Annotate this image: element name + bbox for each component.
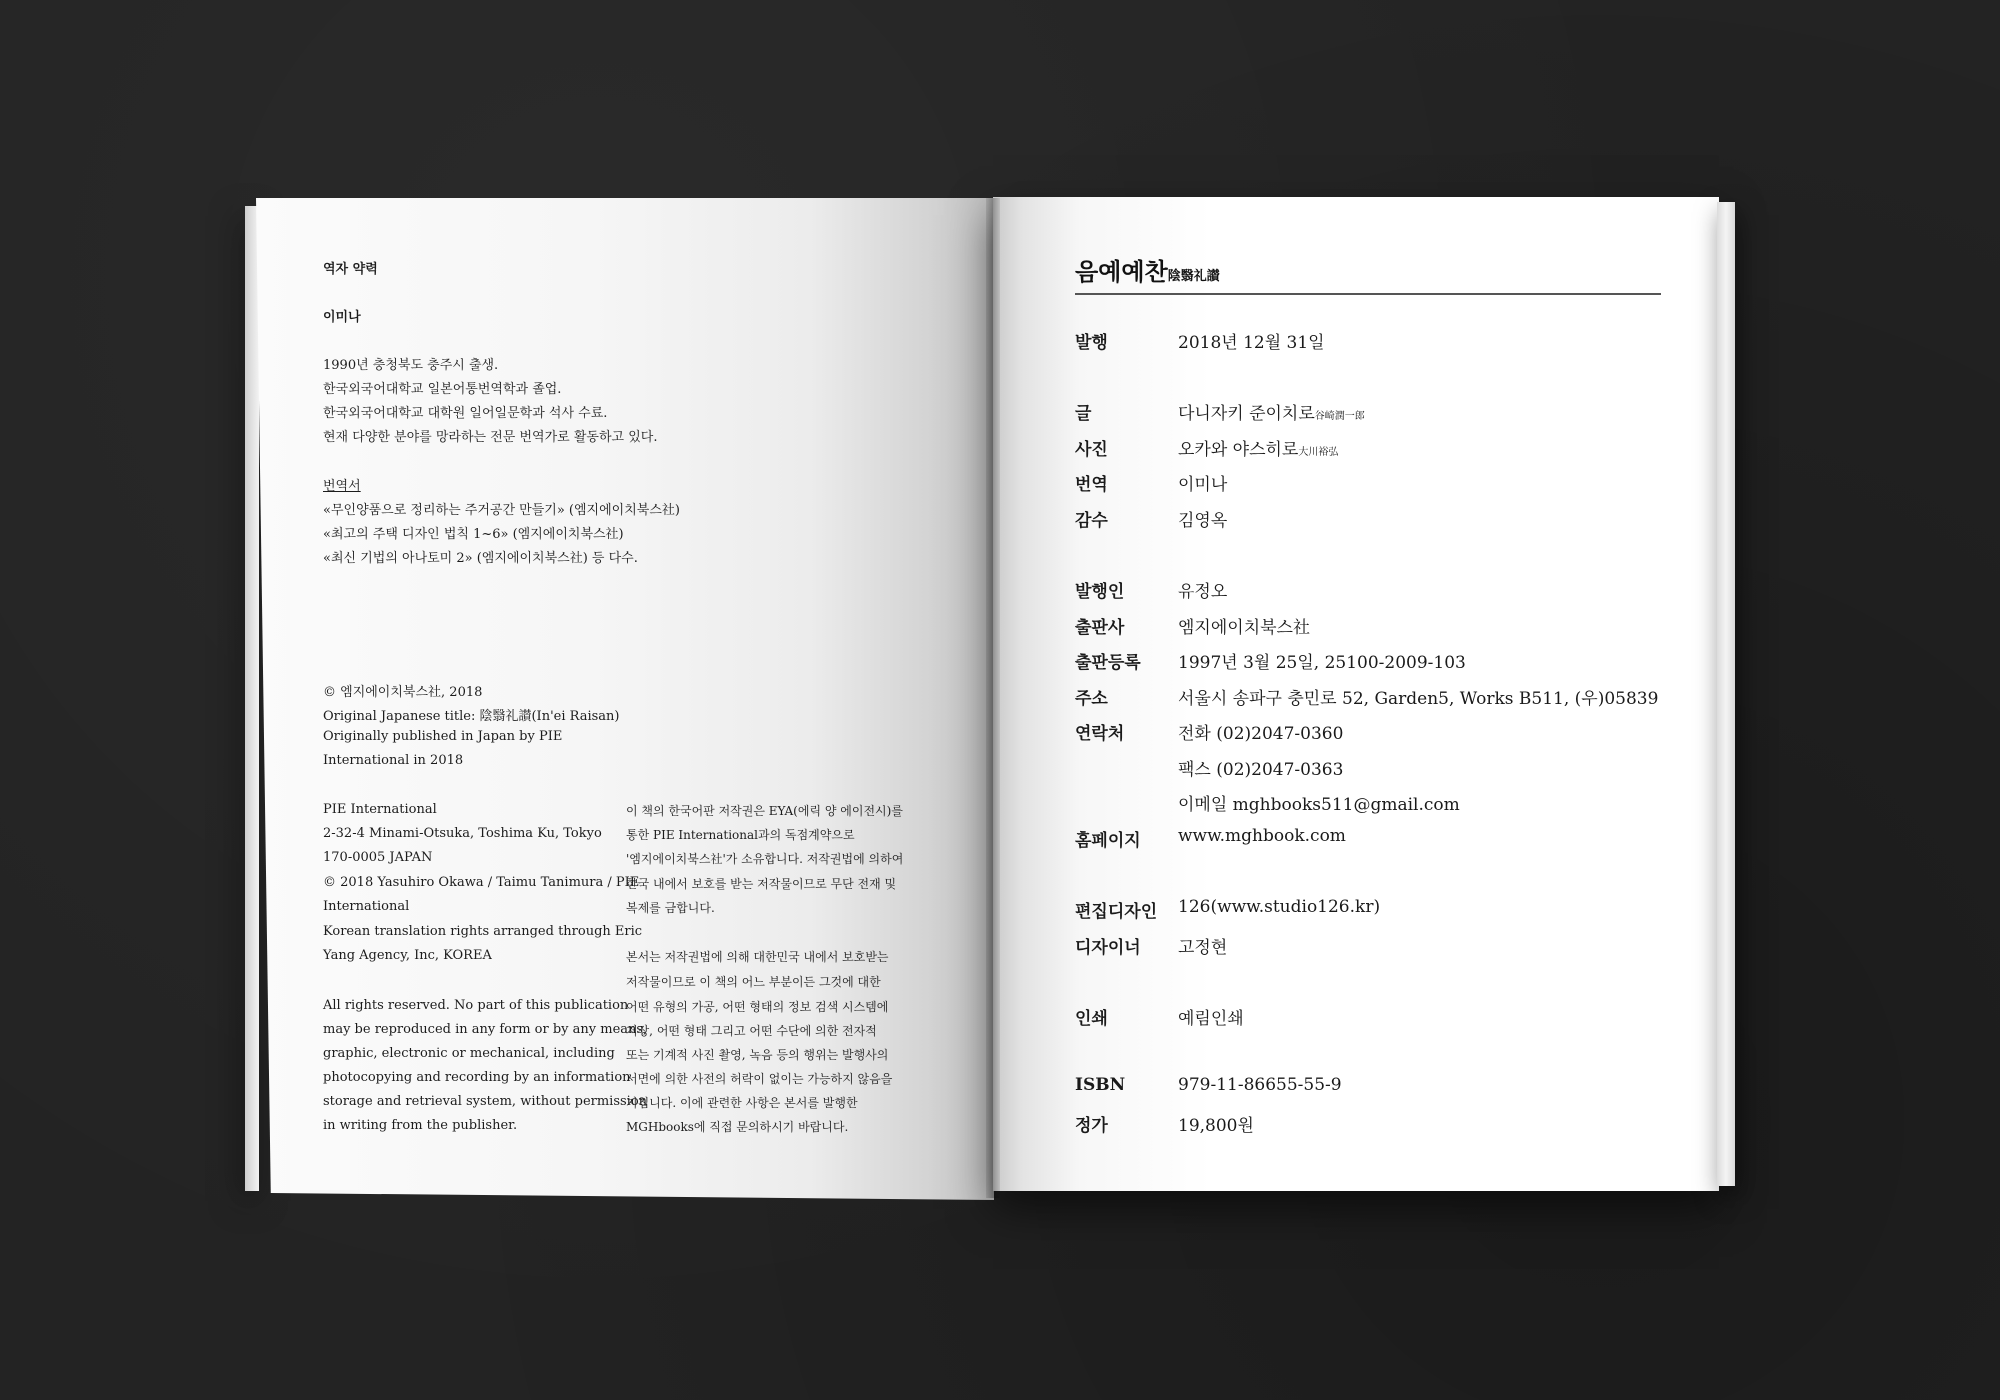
left-page-stack-edge: [245, 206, 259, 1191]
bio-line: 현재 다양한 분야를 망라하는 전문 번역가로 활동하고 있다.: [323, 430, 658, 445]
colophon-label: 디자이너: [1075, 938, 1141, 958]
colophon-value: 김영옥: [1178, 511, 1228, 531]
colophon-value: 고정현: [1178, 938, 1228, 958]
work-item: «최고의 주택 디자인 법칙 1~6» (엠지에이치북스社): [323, 527, 624, 542]
korean-notice-line: 어떤 유형의 가공, 어떤 형태의 정보 검색 시스템에: [626, 1000, 889, 1014]
rights-line: may be reproduced in any form or by any means,: [323, 1022, 648, 1037]
work-item: «최신 기법의 아나토미 2» (엠지에이치북스社) 등 다수.: [323, 551, 638, 566]
korean-copyright-line: 복제를 금합니다.: [626, 901, 715, 915]
colophon-value: 유정오: [1178, 582, 1228, 602]
colophon-label: 출판등록: [1075, 653, 1141, 673]
colophon-label: 글: [1075, 404, 1092, 424]
bio-line: 한국외국어대학교 일본어통번역학과 졸업.: [323, 382, 562, 397]
rights-line: storage and retrieval system, without permission: [323, 1094, 648, 1109]
copyright-line: © 엠지에이치북스社, 2018: [323, 685, 483, 700]
colophon-value: 전화 (02)2047-0360: [1178, 724, 1344, 744]
korean-notice-line: 저작물이므로 이 책의 어느 부분이든 그것에 대한: [626, 975, 881, 989]
colophon-value: 이미나: [1178, 475, 1228, 495]
colophon-value: 19,800원: [1178, 1116, 1254, 1136]
colophon-value: 다니자키 준이치로谷崎潤一郎: [1178, 404, 1365, 424]
pie-line: Korean translation rights arranged through Eric: [323, 924, 643, 939]
colophon-value: www.mghbook.com: [1178, 826, 1346, 846]
rights-line: photocopying and recording by an information: [323, 1070, 631, 1085]
colophon-label: 감수: [1075, 511, 1108, 531]
translator-name: 이미나: [323, 310, 361, 325]
works-heading: 번역서: [323, 479, 361, 494]
photographer-hanja: 大川裕弘: [1298, 447, 1339, 458]
rights-line: graphic, electronic or mechanical, including: [323, 1046, 615, 1061]
colophon-value: 예림인쇄: [1178, 1009, 1244, 1029]
copyright-line: Original Japanese title: 陰翳礼讃(In'ei Raisan): [323, 709, 620, 724]
colophon-value: 979-11-86655-55-9: [1178, 1075, 1342, 1095]
pie-line: PIE International: [323, 802, 437, 817]
colophon-label: 번역: [1075, 475, 1108, 495]
title-rule: [1075, 293, 1661, 295]
bio-line: 1990년 충청북도 충주시 출생.: [323, 358, 499, 373]
korean-notice-line: MGHbooks에 직접 문의하시기 바랍니다.: [626, 1120, 849, 1134]
korean-copyright-line: '엠지에이치북스社'가 소유합니다. 저작권법에 의하여: [626, 852, 904, 866]
colophon-label: 인쇄: [1075, 1009, 1108, 1029]
colophon-label: 출판사: [1075, 618, 1125, 638]
pie-line: Yang Agency, Inc, KOREA: [323, 948, 492, 963]
bio-line: 한국외국어대학교 대학원 일어일문학과 석사 수료.: [323, 406, 608, 421]
colophon-value: 1997년 3월 25일, 25100-2009-103: [1178, 653, 1466, 673]
colophon-value: 엠지에이치북스社: [1178, 618, 1310, 638]
colophon-value: 오카와 야스히로大川裕弘: [1178, 440, 1339, 460]
copyright-line: Originally published in Japan by PIE: [323, 729, 563, 744]
korean-notice-line: 본서는 저작권법에 의해 대한민국 내에서 보호받는: [626, 950, 889, 964]
colophon-label: 정가: [1075, 1116, 1108, 1136]
work-item: «무인양품으로 정리하는 주거공간 만들기» (엠지에이치북스社): [323, 503, 680, 518]
author-hanja: 谷崎潤一郎: [1314, 411, 1365, 422]
colophon-label: ISBN: [1075, 1075, 1126, 1095]
book-gutter: [986, 198, 1000, 1198]
colophon-label: 편집디자인: [1075, 902, 1158, 922]
korean-notice-line: 저장, 어떤 형태 그리고 어떤 수단에 의한 전자적: [626, 1024, 877, 1038]
korean-copyright-line: 통한 PIE International과의 독점계약으로: [626, 828, 855, 842]
colophon-value: 팩스 (02)2047-0363: [1178, 760, 1344, 780]
rights-line: in writing from the publisher.: [323, 1118, 518, 1133]
book-title-hanja: 陰翳礼讃: [1167, 269, 1220, 284]
rights-line: All rights reserved. No part of this publication: [323, 998, 629, 1013]
bio-heading: 역자 약력: [323, 262, 378, 277]
book-title-korean: 음예예찬: [1075, 257, 1168, 286]
colophon-label: 홈페이지: [1075, 831, 1141, 851]
korean-copyright-line: 한국 내에서 보호를 받는 저작물이므로 무단 전재 및: [626, 877, 897, 891]
copyright-line: International in 2018: [323, 753, 464, 768]
korean-notice-line: 서면에 의한 사전의 허락이 없이는 가능하지 않음을: [626, 1072, 893, 1086]
korean-notice-line: 지칩니다. 이에 관련한 사항은 본서를 발행한: [626, 1096, 858, 1110]
korean-copyright-line: 이 책의 한국어판 저작권은 EYA(에릭 양 에이전시)를: [626, 804, 903, 818]
korean-notice-line: 또는 기계적 사진 촬영, 녹음 등의 행위는 발행사의: [626, 1048, 889, 1062]
colophon-value: 서울시 송파구 충민로 52, Garden5, Works B511, (우)05839: [1178, 689, 1659, 709]
colophon-value: 126(www.studio126.kr): [1178, 897, 1381, 917]
colophon-label: 발행: [1075, 333, 1108, 353]
colophon-value: 이메일 mghbooks511@gmail.com: [1178, 795, 1460, 815]
right-page-stack-edge: [1717, 202, 1735, 1186]
colophon-label: 주소: [1075, 689, 1108, 709]
colophon-label: 사진: [1075, 440, 1108, 460]
pie-line: 2-32-4 Minami-Otsuka, Toshima Ku, Tokyo: [323, 826, 602, 841]
pie-line: © 2018 Yasuhiro Okawa / Taimu Tanimura / PIE: [323, 875, 640, 890]
colophon-label: 연락처: [1075, 724, 1125, 744]
pie-line: 170-0005 JAPAN: [323, 850, 433, 865]
colophon-value: 2018년 12월 31일: [1178, 333, 1325, 353]
book-title: [1075, 252, 1220, 287]
colophon-label: 발행인: [1075, 582, 1125, 602]
pie-line: International: [323, 899, 410, 914]
